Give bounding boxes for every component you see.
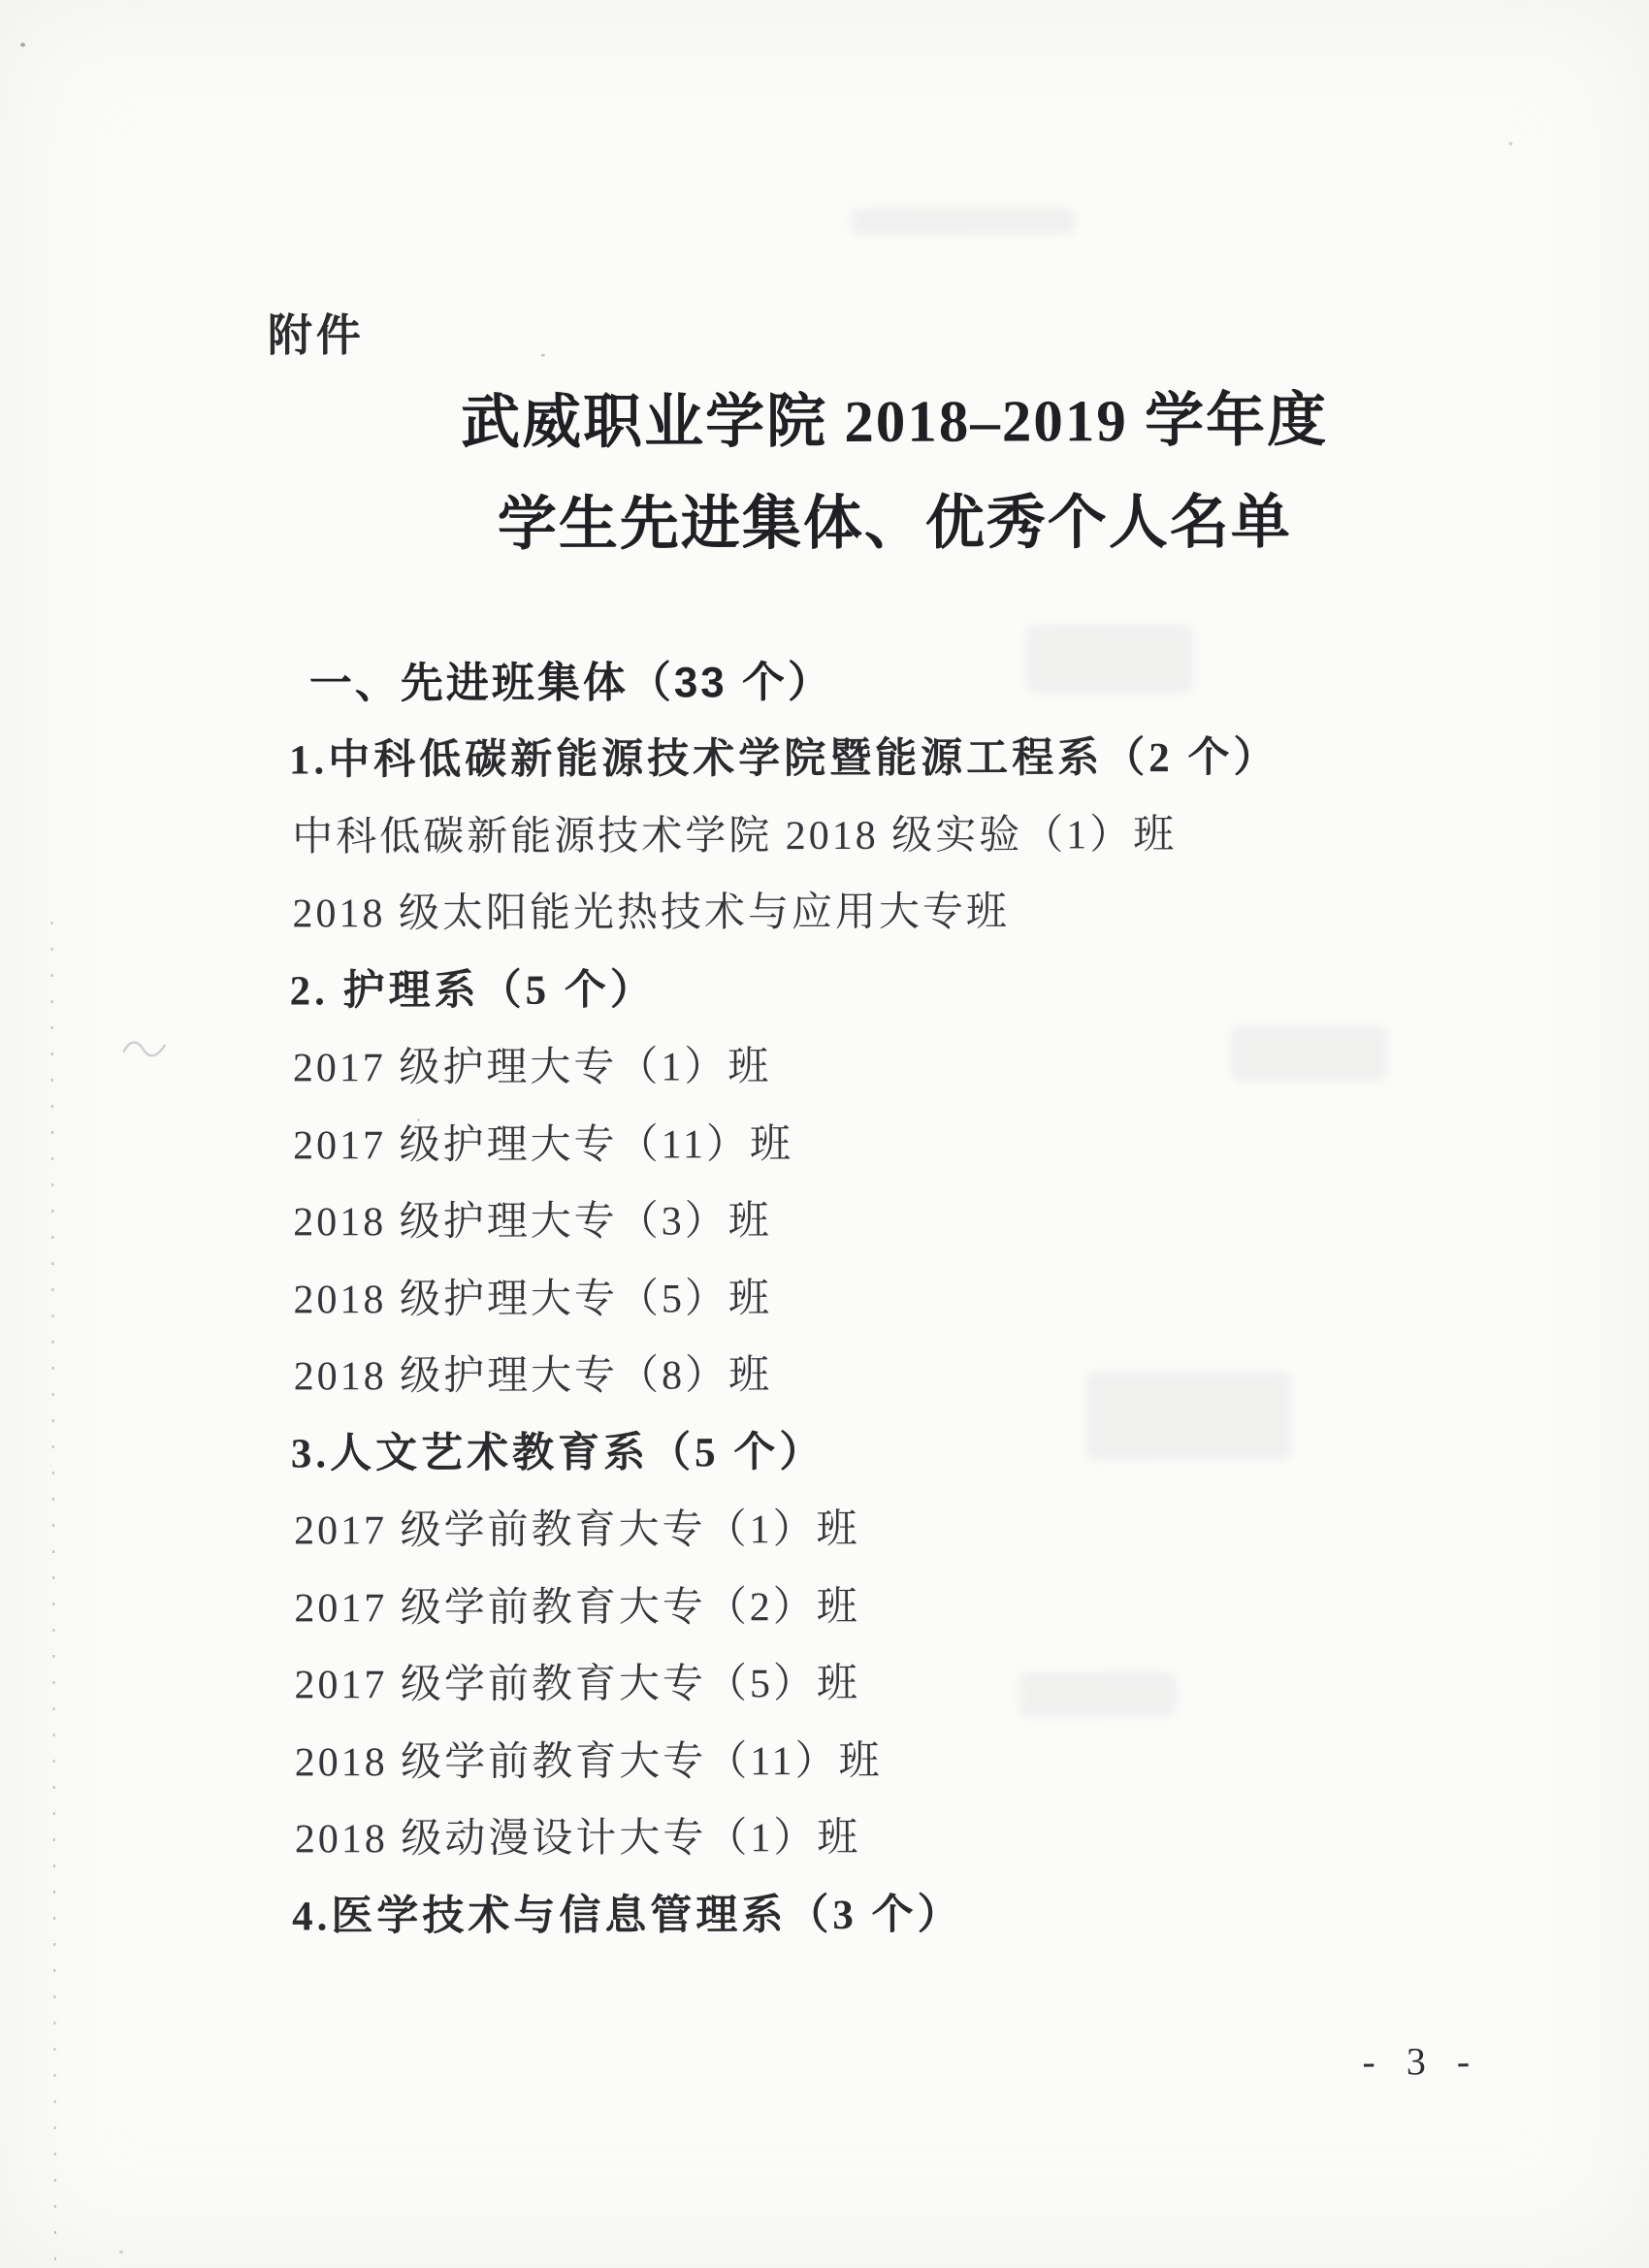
list-item: 2017 级学前教育大专（2）班: [294, 1584, 860, 1632]
list-item: 2017 级护理大专（1）班: [292, 1045, 772, 1091]
scan-speck: [417, 1118, 420, 1121]
list-item: 2018 级太阳能光热技术与应用大专班: [292, 890, 1010, 937]
group-heading-3: 3.人文艺术教育系（5 个）: [290, 1430, 825, 1477]
list-item: 2017 级护理大专（11）班: [292, 1121, 794, 1169]
list-item: 2018 级学前教育大专（11）班: [294, 1738, 883, 1786]
advanced-class-list: [0, 637, 1649, 1953]
scan-speck: [541, 354, 545, 357]
list-item: 2018 级动漫设计大专（1）班: [294, 1816, 861, 1863]
list-item: 2018 级护理大专（3）班: [293, 1199, 772, 1246]
attachment-label: 附件: [267, 309, 365, 361]
bleed-through-smudge: [1232, 1026, 1387, 1080]
document-title: [361, 370, 1429, 576]
bleed-through-smudge: [1027, 625, 1192, 693]
group-heading-2: 2. 护理系（5 个）: [289, 967, 656, 1015]
page-number: - 3 -: [1362, 2039, 1472, 2084]
scan-speck: [20, 43, 25, 47]
list-item: 2018 级护理大专（8）班: [293, 1353, 773, 1400]
list-item: 2017 级学前教育大专（5）班: [294, 1662, 861, 1708]
list-item: 中科低碳新能源技术学院 2018 级实验（1）班: [292, 812, 1178, 860]
group-heading-4: 4.医学技术与信息管理系（3 个）: [292, 1892, 963, 1940]
bleed-through-smudge: [1019, 1672, 1175, 1716]
list-item: 2017 级学前教育大专（1）班: [294, 1507, 860, 1554]
scan-speck: [119, 2251, 123, 2253]
section-heading: 一、先进班集体（33 个）: [308, 658, 834, 708]
bleed-through-smudge: [1087, 1372, 1291, 1460]
bleed-through-smudge: [852, 208, 1075, 234]
scan-speck: [1508, 142, 1512, 146]
group-heading-1: 1.中科低碳新能源技术学院暨能源工程系（2 个）: [288, 734, 1279, 784]
pencil-squiggle-artifact: [122, 1036, 173, 1061]
title-line-2: 学生先进集体、优秀个人名单: [497, 490, 1292, 558]
list-item: 2018 级护理大专（5）班: [293, 1276, 773, 1323]
title-line-1: 武威职业学院 2018–2019 学年度: [460, 388, 1329, 456]
